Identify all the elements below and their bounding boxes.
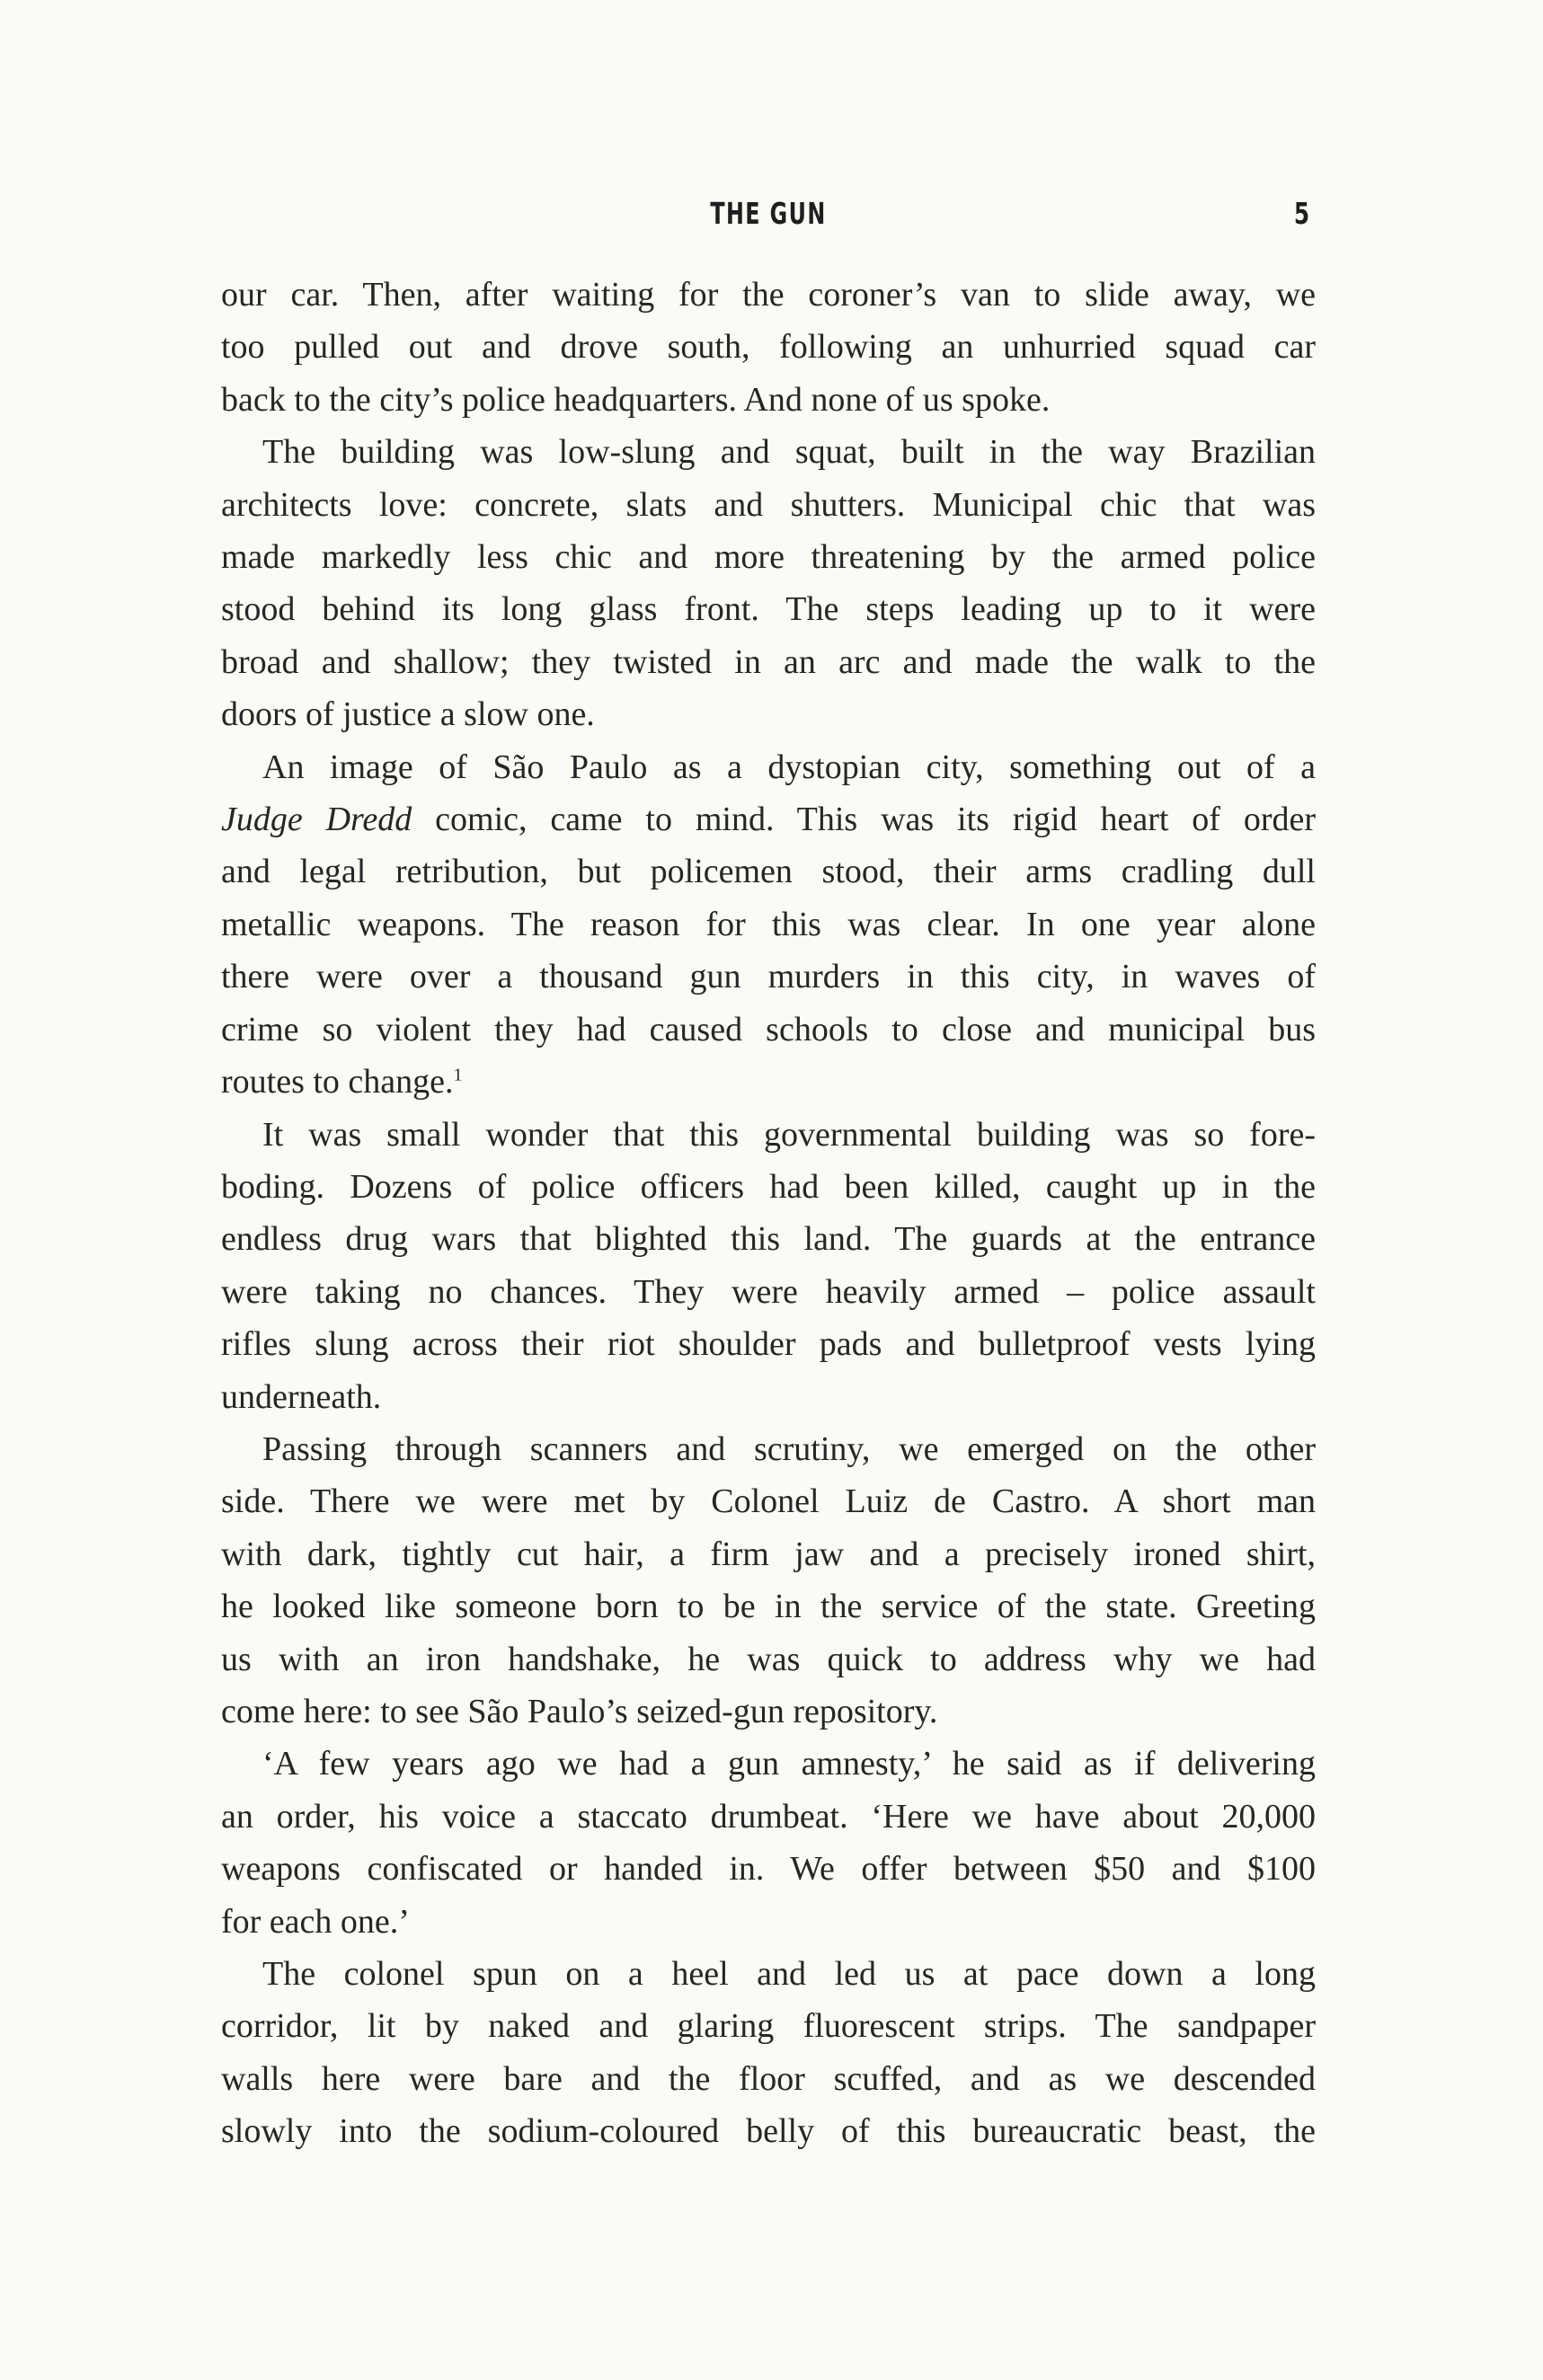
paragraph (221, 269, 1316, 426)
text-line: there were over a thousand gun murders in this city, in waves of (221, 958, 1316, 996)
text-line: endless drug wars that blighted this land. The guards at the entrance (221, 1220, 1316, 1259)
text-line: weapons confiscated or handed in. We offer between $50 and $100 (221, 1850, 1316, 1889)
text-line: An image of São Paulo as a dystopian city, something out of a (262, 748, 1316, 786)
paragraph (221, 426, 1316, 740)
text-line: made markedly less chic and more threatening by the armed police (221, 538, 1316, 577)
text-line: boding. Dozens of police officers had been killed, caught up in the (221, 1167, 1316, 1206)
running-head-title: THE GUN (710, 196, 827, 231)
text-line: an order, his voice a staccato drumbeat. ‘Here we have about 20,000 (221, 1797, 1316, 1836)
paragraph (221, 741, 1316, 1109)
text-line: The colonel spun on a heel and led us at pace down a long (262, 1955, 1316, 1993)
text-line (221, 1056, 1316, 1108)
text-segment: routes to change. (221, 1063, 454, 1102)
text-line: stood behind its long glass front. The steps leading up to it were (221, 590, 1316, 629)
footnote-marker: 1 (453, 1065, 463, 1085)
text-line: underneath. (221, 1377, 382, 1416)
running-head (221, 196, 1316, 232)
text-line: The building was low-slung and squat, built in the way Brazilian (262, 433, 1316, 472)
text-line: back to the city’s police headquarters. And none of us spoke. (221, 380, 1051, 419)
text-line: doors of justice a slow one. (221, 695, 595, 734)
text-line: come here: to see São Paulo’s seized-gun repository. (221, 1692, 938, 1730)
paragraph (221, 1948, 1316, 2158)
text-line (221, 793, 1316, 845)
body-text (221, 269, 1316, 2158)
text-line: walls here were bare and the floor scuffed, and as we descended (221, 2059, 1316, 2098)
text-line: too pulled out and drove south, following an unhurried squad car (221, 328, 1316, 367)
paragraph (221, 1109, 1316, 1423)
text-line: architects love: concrete, slats and shutters. Municipal chic that was (221, 485, 1316, 524)
text-line: us with an iron handshake, he was quick to address why we had (221, 1640, 1316, 1678)
text-line: for each one.’ (221, 1902, 410, 1941)
text-line: ‘A few years ago we had a gun amnesty,’ he said as if delivering (262, 1745, 1316, 1783)
text-line: corridor, lit by naked and glaring fluorescent strips. The sandpaper (221, 2007, 1316, 2046)
text-line: crime so violent they had caused schools to close and municipal bus (221, 1010, 1316, 1048)
text-line: rifles slung across their riot shoulder pads and bulletproof vests lying (221, 1325, 1316, 1364)
page-number: 5 (1293, 196, 1310, 231)
text-line: he looked like someone born to be in the service of the state. Greeting (221, 1588, 1316, 1626)
text-line: Passing through scanners and scrutiny, we emerged on the other (262, 1429, 1316, 1468)
paragraph (221, 1423, 1316, 1738)
text-line: It was small wonder that this governmental building was so fore- (262, 1115, 1316, 1154)
text-line: our car. Then, after waiting for the coroner’s van to slide away, we (221, 276, 1316, 314)
text-line: with dark, tightly cut hair, a firm jaw and a precisely ironed shirt, (221, 1535, 1316, 1573)
paragraph (221, 1738, 1316, 1948)
text-line: were taking no chances. They were heavily armed – police assault (221, 1272, 1316, 1311)
text-line: broad and shallow; they twisted in an arc and made the walk to the (221, 642, 1316, 681)
italic-title: Judge Dredd (221, 801, 412, 839)
text-line: side. There we were met by Colonel Luiz de Castro. A short man (221, 1482, 1316, 1521)
text-line: metallic weapons. The reason for this was clear. In one year alone (221, 905, 1316, 943)
text-segment: comic, came to mind. This was its rigid heart of order (412, 801, 1316, 839)
text-line: slowly into the sodium-coloured belly of this bureaucratic beast, the (221, 2112, 1316, 2151)
text-line: and legal retribution, but policemen stood, their arms cradling dull (221, 853, 1316, 891)
